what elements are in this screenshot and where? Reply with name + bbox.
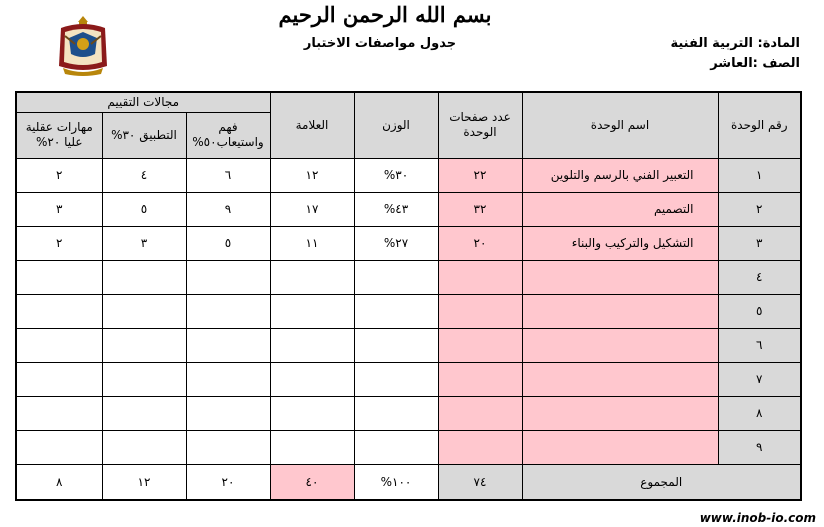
total-understanding: ٢٠ <box>186 465 270 500</box>
unit-name-cell: التشكيل والتركيب والبناء <box>522 226 718 260</box>
application-cell: ٤ <box>102 158 186 192</box>
application-cell <box>102 328 186 362</box>
weight-cell <box>354 362 438 396</box>
header-weight: الوزن <box>354 92 438 158</box>
table-row <box>16 328 801 362</box>
pages-cell <box>438 397 522 431</box>
mark-cell: ١٧ <box>270 192 354 226</box>
unit-name-cell <box>522 260 718 294</box>
pages-cell <box>438 294 522 328</box>
unit-number-cell: ٩ <box>718 431 801 465</box>
understanding-cell: ٦ <box>186 158 270 192</box>
header-pages: عدد صفحات الوحدة <box>438 92 522 158</box>
basmala: بسم الله الرحمن الرحيم <box>278 2 492 27</box>
header-assessment-domains: مجالات التقييم <box>16 92 270 112</box>
table-row <box>16 294 801 328</box>
higher-skills-cell: ٣ <box>16 192 102 226</box>
total-pages: ٧٤ <box>438 465 522 500</box>
understanding-cell <box>186 431 270 465</box>
application-cell <box>102 397 186 431</box>
unit-name-cell <box>522 397 718 431</box>
table-row <box>16 431 801 465</box>
pages-cell: ٢٢ <box>438 158 522 192</box>
mark-cell <box>270 294 354 328</box>
total-weight: ١٠٠% <box>354 465 438 500</box>
unit-number-cell: ٦ <box>718 328 801 362</box>
unit-number-cell: ٢ <box>718 192 801 226</box>
unit-number-cell: ٨ <box>718 397 801 431</box>
weight-cell <box>354 260 438 294</box>
specification-table-wrapper <box>15 91 800 501</box>
higher-skills-cell: ٢ <box>16 226 102 260</box>
higher-skills-cell <box>16 294 102 328</box>
higher-skills-cell <box>16 362 102 396</box>
table-row <box>16 397 801 431</box>
header-unit-number: رقم الوحدة <box>718 92 801 158</box>
pages-cell <box>438 362 522 396</box>
mark-cell <box>270 260 354 294</box>
understanding-cell <box>186 397 270 431</box>
table-row <box>16 226 801 260</box>
unit-name-cell <box>522 431 718 465</box>
understanding-cell <box>186 260 270 294</box>
mark-cell <box>270 397 354 431</box>
mark-cell: ١٢ <box>270 158 354 192</box>
unit-name-cell <box>522 362 718 396</box>
pages-cell: ٢٠ <box>438 226 522 260</box>
total-label: المجموع <box>522 465 801 500</box>
weight-cell <box>354 431 438 465</box>
unit-number-cell: ٧ <box>718 362 801 396</box>
pages-cell <box>438 328 522 362</box>
understanding-cell: ٥ <box>186 226 270 260</box>
table-row <box>16 260 801 294</box>
weight-cell <box>354 397 438 431</box>
header-higher-skills: مهارات عقلية عليا ٢٠% <box>16 112 102 158</box>
application-cell <box>102 260 186 294</box>
application-cell <box>102 294 186 328</box>
specification-table <box>15 91 802 501</box>
application-cell <box>102 362 186 396</box>
weight-cell <box>354 328 438 362</box>
unit-number-cell: ٣ <box>718 226 801 260</box>
unit-number-cell: ٤ <box>718 260 801 294</box>
application-cell: ٣ <box>102 226 186 260</box>
unit-name-cell: التصميم <box>522 192 718 226</box>
pages-cell <box>438 260 522 294</box>
unit-number-cell: ٥ <box>718 294 801 328</box>
understanding-cell <box>186 294 270 328</box>
mark-cell <box>270 328 354 362</box>
weight-cell: ٤٣% <box>354 192 438 226</box>
weight-cell: ٢٧% <box>354 226 438 260</box>
total-row <box>16 465 801 500</box>
unit-number-cell: ١ <box>718 158 801 192</box>
table-row <box>16 362 801 396</box>
total-higher-skills: ٨ <box>16 465 102 500</box>
header-unit-name: اسم الوحدة <box>522 92 718 158</box>
unit-name-cell <box>522 328 718 362</box>
header-mark: العلامة <box>270 92 354 158</box>
pages-cell: ٣٢ <box>438 192 522 226</box>
application-cell: ٥ <box>102 192 186 226</box>
higher-skills-cell <box>16 397 102 431</box>
footer-url: www.inob-io.com <box>699 511 816 525</box>
weight-cell: ٣٠% <box>354 158 438 192</box>
total-mark: ٤٠ <box>270 465 354 500</box>
unit-name-cell <box>522 294 718 328</box>
mark-cell <box>270 431 354 465</box>
higher-skills-cell <box>16 328 102 362</box>
total-application: ١٢ <box>102 465 186 500</box>
higher-skills-cell <box>16 431 102 465</box>
application-cell <box>102 431 186 465</box>
table-row <box>16 158 801 192</box>
understanding-cell <box>186 328 270 362</box>
mark-cell: ١١ <box>270 226 354 260</box>
header-understanding: فهم واستيعاب٥٠% <box>186 112 270 158</box>
understanding-cell <box>186 362 270 396</box>
subject-label: المادة: التربية الفنية <box>670 36 800 51</box>
higher-skills-cell <box>16 260 102 294</box>
document-title: جدول مواصفات الاختبار <box>303 36 457 51</box>
unit-name-cell: التعبير الفني بالرسم والتلوين <box>522 158 718 192</box>
table-row <box>16 192 801 226</box>
higher-skills-cell: ٢ <box>16 158 102 192</box>
weight-cell <box>354 294 438 328</box>
understanding-cell: ٩ <box>186 192 270 226</box>
header-application: التطبيق ٣٠% <box>102 112 186 158</box>
grade-label: الصف :العاشر <box>710 56 800 71</box>
mark-cell <box>270 362 354 396</box>
pages-cell <box>438 431 522 465</box>
jordan-coat-of-arms-icon <box>55 14 111 78</box>
